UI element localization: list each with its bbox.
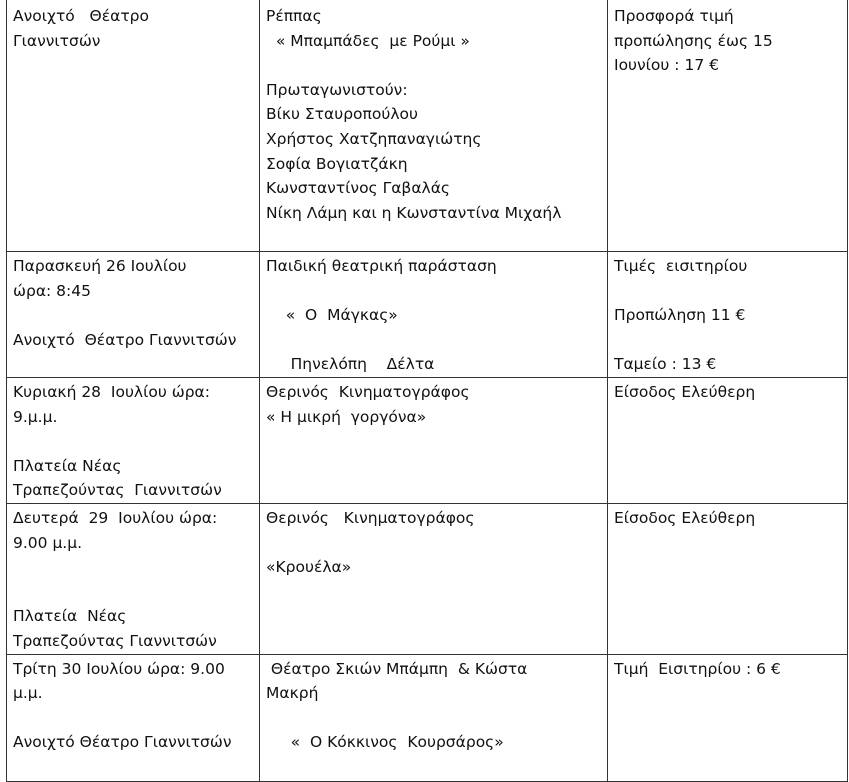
price-cell [608, 654, 848, 781]
event-line [266, 328, 601, 353]
event-line: Πρωταγωνιστούν: [266, 80, 408, 99]
price-line [614, 328, 841, 353]
venue-line: Πλατεία Νέας [13, 607, 127, 626]
price-cell [608, 252, 848, 378]
price-line: Ταμείο : 13 € [614, 355, 717, 374]
event-line [266, 531, 601, 556]
event-cell [260, 252, 608, 378]
venue-cell [7, 654, 260, 781]
price-line: Προσφορά τιμή [614, 7, 734, 25]
event-cell [260, 0, 608, 252]
venue-line: Ανοιχτό Θέατρο Γιαννιτσών [13, 733, 232, 752]
venue-line [13, 303, 253, 328]
price-line: Ιουνίου : 17 € [614, 56, 719, 75]
venue-line: Πλατεία Νέας [13, 456, 122, 475]
event-line: Θερινός Κινηματογράφος [266, 382, 470, 401]
venue-cell [7, 503, 260, 654]
table-row [7, 377, 848, 503]
venue-line [13, 555, 253, 580]
price-line: Τιμή Εισιτηρίου : 6 € [614, 659, 781, 678]
event-cell [260, 377, 608, 503]
venue-line: Γιαννιτσών [13, 31, 101, 50]
event-cell [260, 503, 608, 654]
venue-line: Ανοιχτό Θέατρο Γιαννιτσών [13, 330, 237, 349]
venue-line: Παρασκευή 26 Ιουλίου [13, 257, 187, 275]
venue-line: Τραπεζούντας Γιαννιτσών [13, 631, 217, 650]
event-line: Βίκυ Σταυροπούλου [266, 105, 418, 124]
table-row [7, 0, 848, 252]
event-line: « Μπαμπάδες με Ρούμι » [266, 31, 470, 50]
event-line [266, 279, 601, 304]
venue-line: ώρα: 8:45 [13, 281, 91, 300]
venue-line [13, 580, 253, 605]
venue-line: Δευτερά 29 Ιουλίου ώρα: [13, 508, 218, 527]
price-line [614, 279, 841, 304]
venue-cell [7, 0, 260, 252]
event-line: Θέατρο Σκιών Μπάμπη & Κώστα [266, 659, 528, 678]
venue-cell [7, 377, 260, 503]
venue-line: μ.μ. [13, 684, 43, 703]
event-line: Χρήστος Χατζηπαναγιώτης [266, 129, 482, 148]
table-row [7, 503, 848, 654]
price-line: Είσοδος Ελεύθερη [614, 508, 756, 527]
venue-line: Τρίτη 30 Ιουλίου ώρα: 9.00 [13, 659, 225, 678]
venue-line: Τραπεζούντας Γιαννιτσών [13, 481, 222, 500]
event-line: Σοφία Βογιατζάκη [266, 154, 408, 173]
venue-line: Ανοιχτό Θέατρο [13, 7, 149, 25]
event-line: Θερινός Κινηματογράφος [266, 508, 475, 527]
price-line: Τιμές εισιτηρίου [614, 257, 748, 275]
event-line: « Ο Μάγκας» [266, 306, 398, 325]
price-line: Προπώληση 11 € [614, 306, 746, 325]
price-cell [608, 0, 848, 252]
event-line: Κωνσταντίνος Γαβαλάς [266, 179, 451, 198]
table-row [7, 654, 848, 781]
event-line: Νίκη Λάμη και η Κωνσταντίνα Μιχαήλ [266, 203, 562, 222]
venue-line: 9.μ.μ. [13, 407, 58, 426]
event-line: Παιδική θεατρική παράσταση [266, 257, 497, 275]
event-line: «Κρουέλα» [266, 558, 352, 577]
event-line: Ρέππας [266, 7, 322, 25]
price-line: Είσοδος Ελεύθερη [614, 382, 756, 401]
venue-cell [7, 252, 260, 378]
price-line: προπώλησης έως 15 [614, 31, 773, 50]
venue-line: 9.00 μ.μ. [13, 533, 83, 552]
event-line: Πηνελόπη Δέλτα [266, 355, 435, 374]
event-line: Μακρή [266, 684, 319, 703]
event-line: « Ο Κόκκινος Κουρσάρος» [266, 733, 504, 752]
event-schedule-table [6, 0, 848, 782]
venue-line [13, 429, 253, 454]
table-row [7, 252, 848, 378]
venue-line: Κυριακή 28 Ιουλίου ώρα: [13, 382, 210, 401]
event-line: « Η μικρή γοργόνα» [266, 407, 427, 426]
event-line [266, 53, 601, 78]
venue-line [13, 706, 253, 731]
event-cell [260, 654, 608, 781]
event-line [266, 706, 601, 731]
price-cell [608, 503, 848, 654]
price-cell [608, 377, 848, 503]
